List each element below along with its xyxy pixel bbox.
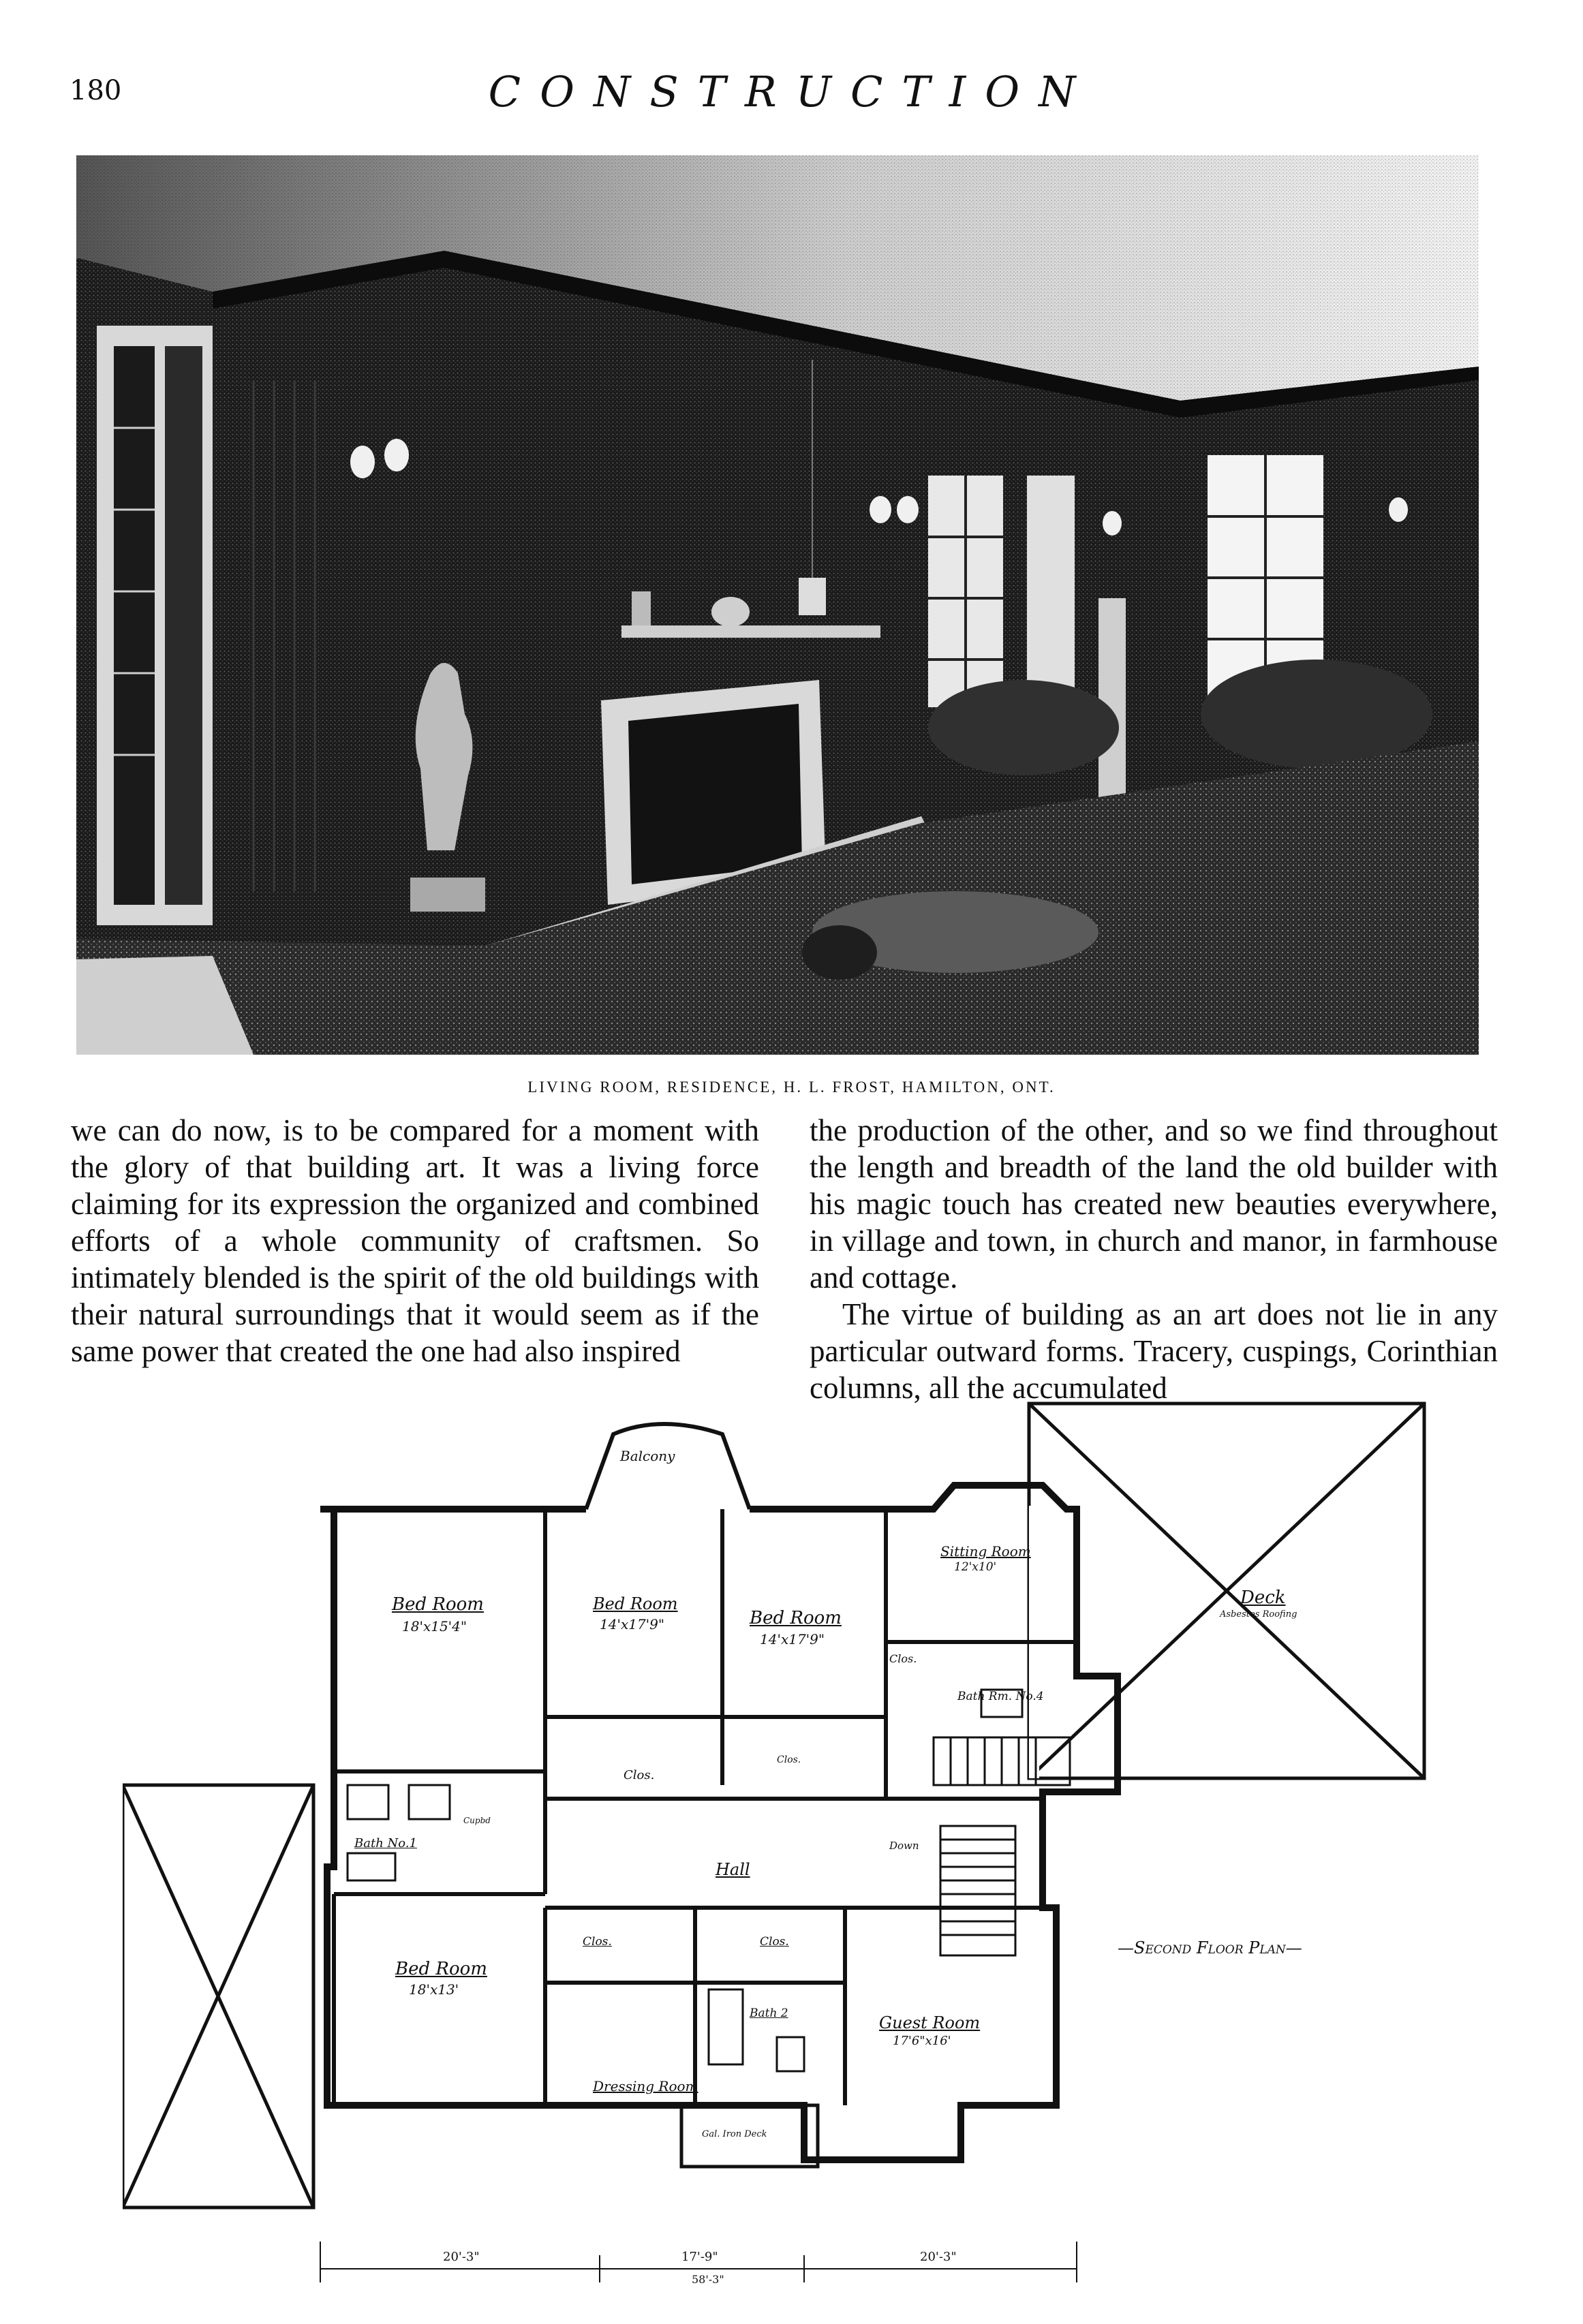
plan-label-closet: Clos.	[889, 1652, 917, 1665]
plan-label-guest-room: Guest Room	[879, 2013, 981, 2032]
living-room-photo	[76, 155, 1479, 1055]
text-column-right	[810, 1112, 1498, 1406]
text-column-left	[71, 1112, 759, 1369]
photo-caption: LIVING ROOM, RESIDENCE, H. L. FROST, HAMILTON, ONT.	[527, 1079, 1056, 1096]
plan-label-balcony: Balcony	[620, 1448, 675, 1464]
plan-label-bed-room: Bed Room	[750, 1608, 842, 1628]
plan-label-closet: Clos.	[583, 1935, 612, 1949]
plan-label-bed-room-size: 18'x13'	[409, 1981, 459, 1998]
plan-dimension: 20'-3"	[443, 2250, 480, 2264]
plan-label-hall: Hall	[716, 1860, 750, 1879]
plan-label-bed-room: Bed Room	[392, 1594, 484, 1615]
plan-title: —Second Floor Plan—	[1118, 1938, 1302, 1957]
plan-label-closet: Clos.	[760, 1935, 789, 1949]
plan-label-bed-room-size: 18'x15'4"	[402, 1618, 467, 1634]
plan-label-bath-1: Bath No.1	[354, 1836, 417, 1850]
plan-label-iron-deck: Gal. Iron Deck	[702, 2129, 767, 2139]
plan-label-bed-room-size: 14'x17'9"	[600, 1616, 665, 1632]
plan-label-dressing-room: Dressing Room	[593, 2078, 698, 2094]
plan-label-bath-4: Bath Rm. No.4	[957, 1690, 1044, 1703]
plan-dimension: 20'-3"	[920, 2250, 957, 2264]
plan-label-bed-room-size: 14'x17'9"	[760, 1631, 825, 1647]
plan-dimension-total: 58'-3"	[692, 2273, 724, 2286]
page-number: 180	[70, 75, 122, 106]
plan-label-deck: Deck	[1240, 1587, 1286, 1608]
plan-label-bath-2: Bath 2	[750, 2007, 788, 2020]
plan-label-deck-note: Asbestos Roofing	[1220, 1609, 1297, 1620]
plan-label-bed-room: Bed Room	[395, 1959, 487, 1979]
running-head: CONSTRUCTION	[488, 67, 1095, 117]
second-floor-plan	[123, 1390, 1486, 2296]
plan-label-down: Down	[889, 1840, 919, 1852]
plan-label-bed-room: Bed Room	[593, 1594, 678, 1613]
plan-label-closet: Clos.	[777, 1754, 801, 1765]
plan-label-sitting-room-size: 12'x10'	[954, 1560, 997, 1574]
paragraph: The virtue of building as an art does not lie in any particular outward forms. Tracery, cuspings, Corinthian columns, all the accumulated	[810, 1297, 1498, 1405]
plan-label-sitting-room: Sitting Room	[940, 1543, 1031, 1560]
plan-label-closet: Clos.	[624, 1768, 655, 1782]
paragraph: we can do now, is to be compared for a moment with the glory of that building art. It was a living force claiming for its expression the organized and combined efforts of a whole community of craftsmen. So intimately blended is the spirit of the old buildings with their natural surroundings that it would seem as if the same power that created the one had also inspired	[71, 1113, 759, 1368]
plan-label-cupboard: Cupbd	[463, 1816, 491, 1825]
plan-label-guest-room-size: 17'6"x16'	[893, 2034, 951, 2048]
plan-dimension: 17'-9"	[681, 2250, 718, 2264]
paragraph: the production of the other, and so we find throughout the length and breadth of the land the old builder with his magic touch has created new beauties everywhere, in village and town, in church and manor, in farmhouse and cottage.	[810, 1113, 1498, 1295]
